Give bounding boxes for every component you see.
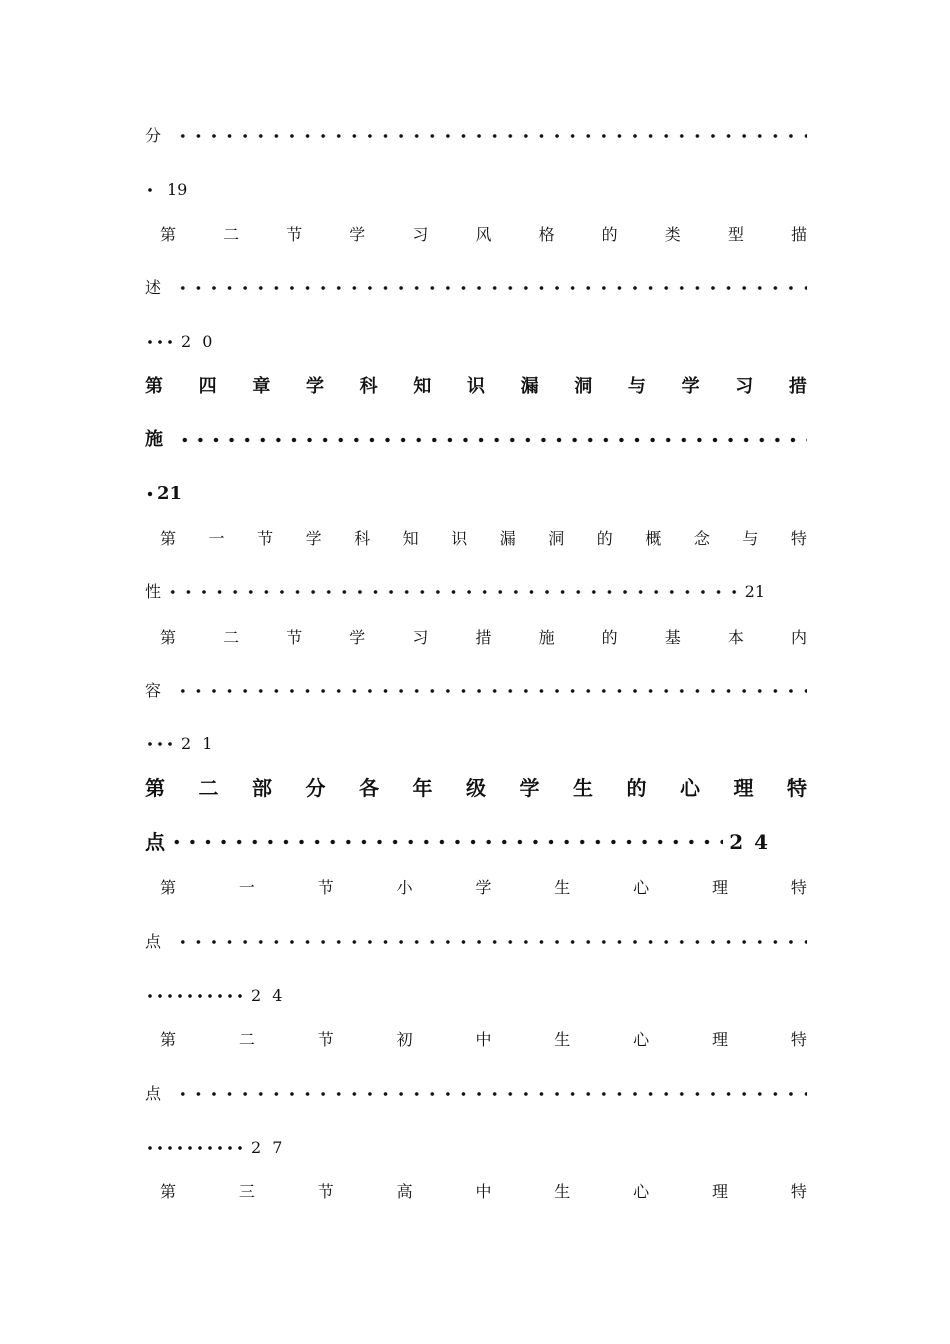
toc-heading-char: 心 bbox=[633, 878, 650, 897]
toc-heading-char: 心 bbox=[680, 776, 700, 800]
toc-page-number-line bbox=[145, 327, 807, 357]
dot-leader bbox=[145, 741, 175, 747]
toc-page-number-line bbox=[145, 981, 807, 1011]
toc-page-number: 2 7 bbox=[251, 1138, 286, 1157]
toc-entry-part bbox=[145, 773, 807, 803]
toc-heading-char: 生 bbox=[554, 1182, 571, 1201]
toc-heading-char: 漏 bbox=[520, 376, 539, 397]
toc-heading-char: 二 bbox=[238, 1030, 255, 1049]
toc-heading-char: 习 bbox=[735, 376, 754, 397]
toc-heading-char: 第 bbox=[160, 225, 177, 244]
dot-leader bbox=[175, 1091, 807, 1097]
toc-page-number: 19 bbox=[167, 180, 188, 199]
toc-heading-char: 描 bbox=[790, 225, 807, 244]
toc-heading-char: 基 bbox=[664, 628, 681, 647]
toc-heading-char: 三 bbox=[238, 1182, 255, 1201]
toc-heading-char: 措 bbox=[475, 628, 492, 647]
toc-label: 容 bbox=[145, 681, 162, 700]
toc-heading-char: 理 bbox=[733, 776, 754, 800]
toc-label: 述 bbox=[145, 278, 162, 297]
toc-heading-char: 第 bbox=[160, 1030, 177, 1049]
toc-entry-section bbox=[160, 623, 807, 653]
toc-heading-char: 高 bbox=[396, 1182, 413, 1201]
toc-heading-char: 特 bbox=[787, 776, 807, 800]
toc-heading-char: 学 bbox=[475, 878, 492, 897]
toc-heading-char: 内 bbox=[790, 628, 807, 647]
toc-line-continuation bbox=[145, 827, 770, 857]
toc-heading-char: 学 bbox=[349, 628, 366, 647]
dot-leader bbox=[145, 993, 245, 999]
toc-page-number: 21 bbox=[157, 483, 183, 504]
toc-heading-char: 风 bbox=[475, 225, 492, 244]
toc-heading-char: 四 bbox=[198, 376, 217, 397]
toc-heading-char: 二 bbox=[198, 776, 219, 800]
toc-heading-char: 理 bbox=[712, 1030, 729, 1049]
toc-heading-char: 措 bbox=[788, 376, 807, 397]
toc-heading-char: 第 bbox=[145, 376, 163, 397]
toc-heading-char: 学 bbox=[349, 225, 366, 244]
toc-page-number-line bbox=[145, 1133, 807, 1163]
toc-heading-char: 中 bbox=[475, 1182, 492, 1201]
toc-heading-char: 习 bbox=[412, 225, 429, 244]
toc-heading-char: 念 bbox=[693, 529, 710, 548]
toc-heading-char: 施 bbox=[538, 628, 555, 647]
toc-heading-char: 漏 bbox=[499, 529, 516, 548]
toc-heading-char: 型 bbox=[727, 225, 744, 244]
dot-leader bbox=[169, 839, 723, 845]
toc-label: 点 bbox=[145, 830, 165, 854]
toc-heading-char: 二 bbox=[223, 225, 240, 244]
toc-heading-char: 心 bbox=[633, 1182, 650, 1201]
toc-page-number: 21 bbox=[744, 582, 765, 601]
toc-heading-char: 与 bbox=[627, 376, 646, 397]
toc-heading-char: 初 bbox=[396, 1030, 413, 1049]
toc-heading-char: 节 bbox=[317, 1182, 334, 1201]
toc-heading-char: 生 bbox=[573, 776, 593, 800]
toc-page-number: 2 4 bbox=[251, 986, 286, 1005]
toc-heading-char: 分 bbox=[305, 776, 326, 800]
toc-heading-char: 洞 bbox=[574, 376, 593, 397]
toc-heading-char: 特 bbox=[790, 878, 807, 897]
toc-heading-char: 知 bbox=[413, 376, 432, 397]
toc-heading-char: 知 bbox=[402, 529, 419, 548]
toc-heading-char: 理 bbox=[712, 878, 729, 897]
toc-heading-char: 二 bbox=[223, 628, 240, 647]
toc-label: 点 bbox=[145, 932, 162, 951]
dot-leader bbox=[175, 285, 807, 291]
toc-heading-char: 第 bbox=[160, 878, 177, 897]
toc-line-continuation bbox=[145, 676, 807, 706]
toc-line-continuation bbox=[145, 927, 807, 957]
toc-heading-char: 生 bbox=[554, 1030, 571, 1049]
dot-leader bbox=[145, 1145, 245, 1151]
toc-heading-char: 节 bbox=[317, 878, 334, 897]
toc-heading-char: 学 bbox=[305, 529, 322, 548]
toc-heading-char: 洞 bbox=[548, 529, 565, 548]
toc-heading-char: 第 bbox=[160, 1182, 177, 1201]
toc-entry-section bbox=[160, 220, 807, 250]
toc-page-number-line bbox=[145, 729, 807, 759]
dot-leader bbox=[145, 187, 155, 193]
toc-heading-char: 特 bbox=[790, 529, 807, 548]
toc-heading-char: 节 bbox=[257, 529, 274, 548]
toc-heading-char: 概 bbox=[645, 529, 662, 548]
toc-page-number-line bbox=[145, 175, 807, 205]
toc-heading-char: 的 bbox=[596, 529, 613, 548]
toc-line-continuation bbox=[145, 121, 807, 151]
toc-heading-char: 部 bbox=[252, 776, 272, 800]
toc-page-number: 2 1 bbox=[181, 734, 216, 753]
toc-heading-char: 类 bbox=[664, 225, 681, 244]
toc-entry-section bbox=[160, 1177, 807, 1207]
toc-heading-char: 理 bbox=[712, 1182, 729, 1201]
toc-page-number: 2 0 bbox=[181, 332, 216, 351]
toc-heading-char: 本 bbox=[727, 628, 744, 647]
toc-heading-char: 识 bbox=[466, 376, 485, 397]
dot-leader bbox=[175, 939, 807, 945]
toc-heading-char: 的 bbox=[601, 225, 618, 244]
toc-heading-char: 格 bbox=[538, 225, 555, 244]
toc-heading-char: 习 bbox=[412, 628, 429, 647]
dot-leader bbox=[175, 133, 807, 139]
dot-leader bbox=[145, 491, 155, 497]
toc-label: 分 bbox=[145, 126, 162, 145]
toc-heading-char: 科 bbox=[359, 376, 378, 397]
toc-heading-char: 特 bbox=[790, 1182, 807, 1201]
dot-leader bbox=[177, 437, 807, 443]
toc-line-continuation bbox=[145, 1079, 807, 1109]
toc-line-continuation bbox=[145, 425, 807, 455]
toc-heading-char: 科 bbox=[354, 529, 371, 548]
toc-heading-char: 特 bbox=[790, 1030, 807, 1049]
toc-heading-char: 一 bbox=[208, 529, 225, 548]
toc-heading-char: 小 bbox=[396, 878, 413, 897]
toc-heading-char: 第 bbox=[160, 529, 177, 548]
dot-leader bbox=[165, 589, 743, 595]
toc-heading-char: 级 bbox=[466, 776, 486, 800]
toc-heading-char: 章 bbox=[252, 376, 271, 397]
toc-heading-char: 第 bbox=[145, 776, 165, 800]
toc-entry-section bbox=[160, 524, 807, 554]
toc-heading-char: 识 bbox=[451, 529, 468, 548]
toc-heading-char: 各 bbox=[359, 776, 379, 800]
toc-label: 点 bbox=[145, 1084, 162, 1103]
toc-line-continuation bbox=[145, 273, 807, 303]
toc-entry-section bbox=[160, 873, 807, 903]
toc-heading-char: 的 bbox=[626, 776, 647, 800]
toc-line-continuation bbox=[145, 577, 765, 607]
toc-heading-char: 生 bbox=[554, 878, 571, 897]
toc-entry-section bbox=[160, 1025, 807, 1055]
toc-heading-char: 学 bbox=[681, 376, 700, 397]
toc-heading-char: 节 bbox=[286, 225, 303, 244]
toc-heading-char: 学 bbox=[305, 376, 324, 397]
toc-heading-char: 中 bbox=[475, 1030, 492, 1049]
toc-heading-char: 一 bbox=[238, 878, 255, 897]
toc-heading-char: 的 bbox=[601, 628, 618, 647]
toc-heading-char: 心 bbox=[633, 1030, 650, 1049]
toc-heading-char: 第 bbox=[160, 628, 177, 647]
toc-heading-char: 节 bbox=[317, 1030, 334, 1049]
toc-entry-chapter bbox=[145, 372, 807, 402]
toc-heading-char: 学 bbox=[519, 776, 540, 800]
toc-heading-char: 年 bbox=[412, 776, 433, 800]
toc-page-number: 2 4 bbox=[729, 830, 770, 854]
toc-page-number-line bbox=[145, 479, 807, 509]
toc-label: 性 bbox=[145, 582, 162, 601]
toc-label: 施 bbox=[145, 429, 163, 450]
toc-heading-char: 节 bbox=[286, 628, 303, 647]
dot-leader bbox=[145, 339, 175, 345]
toc-heading-char: 与 bbox=[742, 529, 759, 548]
dot-leader bbox=[175, 688, 807, 694]
